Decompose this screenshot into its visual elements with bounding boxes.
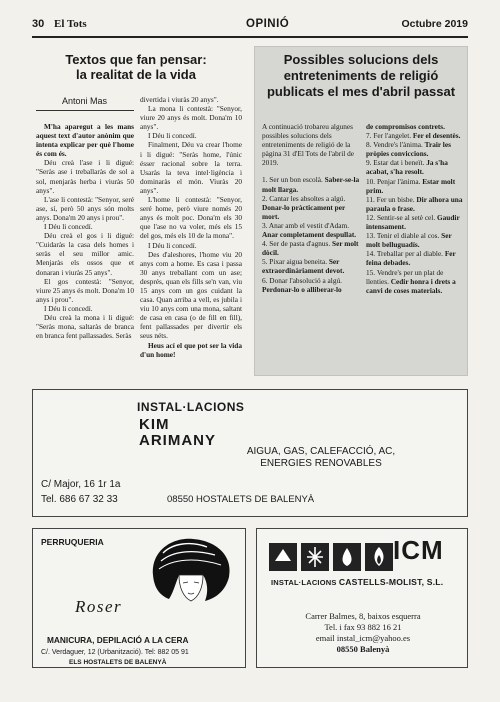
item-text: 1. Ser un bon escolà. <box>262 175 325 185</box>
answer-item <box>366 195 464 213</box>
services-line: ENERGIES RENOVABLES <box>260 458 382 469</box>
ad-kim-address: C/ Major, 16 1r 1a <box>41 479 121 490</box>
item-text: 5. Pixar aigua beneita. <box>262 257 329 267</box>
paragraph: divertida i viuràs 20 anys". <box>140 95 219 104</box>
item-answer: Dir alhora una paraula o frase. <box>366 194 463 213</box>
paragraph: L'ase li contestà: "Senyor, seré ase, sí, però 50 anys són molts anys. Dona'm 20 anys i prou". <box>36 194 134 222</box>
item-text: 2. Cantar les absoltes a algú. <box>262 193 346 203</box>
article1-column-1 <box>36 122 134 340</box>
woman-portrait-illustration <box>133 535 243 605</box>
article2-title <box>258 52 464 100</box>
answer-item <box>366 122 464 131</box>
item-answer: Ser molt dòcil. <box>262 239 359 258</box>
section-title: OPINIÓ <box>246 18 290 30</box>
ad-icm <box>256 528 468 668</box>
answer-item <box>262 239 360 257</box>
paragraph: Déu creà l'ase i li digué: "Seràs ase i treballaràs de sol a sol, menjaràs herba i viuràs 50 anys". <box>36 158 134 195</box>
item-text: 8. Vendre's l'ànima. <box>366 140 425 150</box>
article2-title-line: entreteniments de religió <box>283 68 439 83</box>
item-answer: Perdonar-lo o alliberar-lo <box>262 284 342 294</box>
services-line: AIGUA, GAS, CALEFACCIÓ, AC, <box>246 446 396 457</box>
answer-item <box>366 268 464 295</box>
ad-roser-heading: PERRUQUERIA <box>41 537 104 547</box>
paragraph: I Déu li concedí. <box>44 222 93 232</box>
header-rule <box>32 36 468 38</box>
answer-item <box>262 257 360 275</box>
article2-column-2 <box>366 122 464 295</box>
item-text: 13. Tenir el diable al cos. <box>366 231 442 241</box>
item-text: 4. Ser de pasta d'agnus. <box>262 239 333 249</box>
answer-item <box>366 249 464 267</box>
item-answer: Donar-lo pràcticament per mort. <box>262 202 346 221</box>
item-answer: Cedir honra i drets a canvi de coses materials. <box>366 276 456 295</box>
contact-email: email instal_icm@yahoo.es <box>315 633 411 643</box>
item-text: 9. Estar dat i beneït. <box>366 158 427 168</box>
page-header <box>32 18 468 34</box>
answer-item <box>366 231 464 249</box>
issue-date: Octubre 2019 <box>401 18 468 30</box>
paragraph: Heus ací el que pot ser la vida d'un home! <box>140 340 242 359</box>
ad-kim-services <box>211 446 431 470</box>
answer-item <box>262 221 360 239</box>
ad-kim-postal: 08550 HOSTALETS DE BALENYÀ <box>167 494 315 505</box>
ad-roser-name: Roser <box>75 597 123 616</box>
paragraph: Déu creà el gos i li digué: "Cuidaràs la casa dels homes i seràs el seu millor amic. Menjaràs els ossos que et donaran i viuràs 25 anys". <box>36 231 134 277</box>
article1-title-line: la realitat de la vida <box>76 67 196 82</box>
paragraph: Finalment, Déu va crear l'home i li digué: "Seràs home, l'únic ésser racional sobre la terra. Usaràs la teva intel·ligència i dominaràs el món. Viuràs 20 anys". <box>140 140 242 195</box>
ad-roser-address: C/. Verdaguer, 12 (Urbanització). Tel: 882 05 91 <box>41 649 189 656</box>
article2-column-1 <box>262 122 360 294</box>
item-answer: Gaudir intensament. <box>366 212 460 232</box>
contact-phone: Tel. i fax 93 882 16 21 <box>324 622 402 632</box>
ad-kim-arimany <box>32 389 468 517</box>
item-text: 3. Anar amb el vestit d'Adam. <box>262 220 350 230</box>
answer-item <box>366 158 464 176</box>
item-answer: de compromisos contrets. <box>366 122 445 131</box>
paragraph: I Déu li concedí. <box>148 131 197 141</box>
item-text: 15. Vendre's per un plat de llenties. <box>366 267 444 286</box>
paragraph: Déu creà la mona i li digué: "Seràs mona, saltaràs de branca en branca fent pallassades. Seràs <box>36 312 134 341</box>
ad-icm-brand: ICM <box>393 535 444 565</box>
ad-kim-heading: INSTAL·LACIONS <box>137 400 245 414</box>
author-rule <box>36 110 134 111</box>
answer-item <box>366 177 464 195</box>
answer-item <box>366 140 464 158</box>
item-text: 7. Fer l'angelet. <box>366 131 413 141</box>
item-answer: Fer feina debades. <box>366 249 456 268</box>
item-answer: Trair les pròpies conviccions. <box>366 140 451 159</box>
item-answer: Ser extraordinàriament devot. <box>262 257 345 276</box>
article1-title <box>36 52 236 82</box>
paragraph: M'ha aparegut a les mans aquest text d'autor anònim que intenta explicar per què l'home és com és. <box>36 122 134 159</box>
article2-title-line: publicats el mes d'abril passat <box>266 84 456 99</box>
utility-icons-logo <box>269 539 393 573</box>
paragraph: I Déu li concedí. <box>44 303 93 313</box>
paragraph: La mona li contestà: "Senyor, viure 20 anys és molt. Dona'm 10 anys". <box>140 104 242 132</box>
item-answer: Estar molt prim. <box>366 176 456 195</box>
ad-roser-services: MANICURA, DEPILACIÓ A LA CERA <box>47 635 189 645</box>
answer-item <box>262 276 360 294</box>
article1-title-line: Textos que fan pensar: <box>65 52 207 67</box>
ad-kim-name-2: ARIMANY <box>139 432 216 449</box>
paragraph: I Déu li concedí. <box>148 240 197 250</box>
item-text: A continuació trobareu algunes possibles solucions dels entreteniments de religió de la pàgina 31 d'El Tots de l'abril de 2019. <box>262 122 354 168</box>
paragraph: El gos contestà: "Senyor, viure 25 anys és molt. Dona'm 10 anys i prou". <box>36 276 134 304</box>
contact-postal: 08550 Balenyà <box>336 644 390 654</box>
answer-item <box>366 213 464 231</box>
item-answer: Fer el desentès. <box>412 131 461 141</box>
answer-item <box>262 175 360 193</box>
ad-roser-town: ELS HOSTALETS DE BALENYÀ <box>69 659 167 666</box>
ad-perruqueria-roser <box>32 528 246 668</box>
paragraph: L'home li contestà: "Senyor, seré home, però viure només 20 anys és molt poc. Dona'm els 30 que l'ase no va voler, més els 15 del gos, més els 10 de la mona". <box>140 195 242 241</box>
item-text: 14. Treballar per al diable. <box>366 249 445 259</box>
subtitle-part: CASTELLS-MOLIST, S.L. <box>338 577 444 587</box>
article1-column-2 <box>140 95 242 359</box>
item-text: 10. Penjar l'ànima. <box>366 176 423 186</box>
paragraph: Des d'aleshores, l'home viu 20 anys com a home. Es casa i passa 30 anys treballant com un ase; després, quan els fills se'n van, viu 15 anys com un gos cuidant la casa. Quan arriba a vell, es jubila i viu 10 anys com una mona, saltant de casa en casa (o de fill en fill), fent pallassades per divertir els seus néts. <box>140 249 242 341</box>
ad-kim-phone: Tel. 686 67 32 33 <box>41 494 118 505</box>
item-answer: Ser molt belluguadís. <box>366 231 452 250</box>
item-text: 11. Fer un bisbe. <box>366 194 417 204</box>
item-answer: Anar completament despullat. <box>262 230 357 240</box>
ad-kim-name-1: KIM <box>139 416 170 433</box>
article1-author: Antoni Mas <box>62 96 108 106</box>
subtitle-part: INSTAL·LACIONS <box>271 578 339 587</box>
article2-title-line: Possibles solucions dels <box>283 52 439 67</box>
item-text: 6. Donar l'absolució a algú. <box>262 275 342 285</box>
contact-address: Carrer Balmes, 8, baixos esquerra <box>305 611 421 621</box>
answer-item <box>366 131 464 140</box>
answer-item <box>262 194 360 221</box>
item-answer: Ja s'ha acabat, s'ha resolt. <box>366 158 448 177</box>
publication-name: El Tots <box>54 18 87 30</box>
item-text: 12. Sentir-se al setè cel. <box>366 212 437 222</box>
page-number: 30 <box>32 18 45 30</box>
item-answer: Saber-se-la molt llarga. <box>262 175 360 194</box>
ad-icm-subtitle <box>271 577 443 587</box>
ad-icm-contact <box>257 611 469 655</box>
answer-item <box>262 122 360 167</box>
